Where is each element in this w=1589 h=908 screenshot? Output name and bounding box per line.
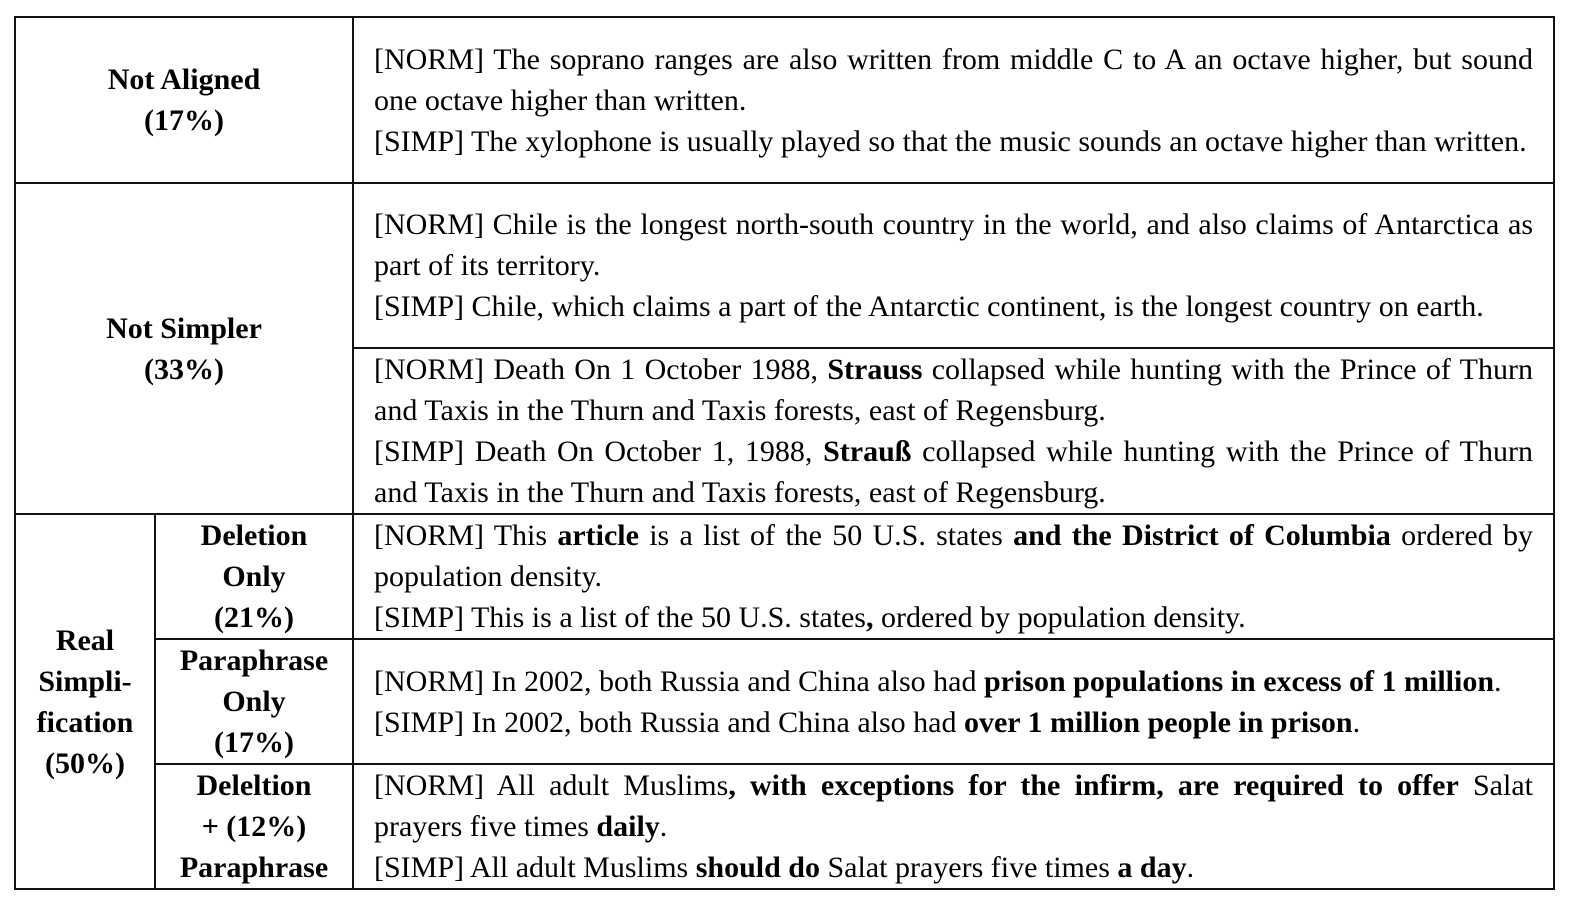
norm-sentence: [NORM] Death On 1 October 1988, Strauss collapsed while hunting with the Prince of Thurn and Taxis in the Thurn and Taxis forests, east of Regensburg. bbox=[374, 353, 1533, 427]
bold-highlight: article bbox=[557, 519, 639, 552]
bold-highlight: daily bbox=[596, 810, 660, 843]
category-percent: (50%) bbox=[45, 746, 125, 780]
simp-sentence: [SIMP] In 2002, both Russia and China also had over 1 million people in prison. bbox=[374, 705, 1361, 739]
example-cell bbox=[353, 764, 1554, 889]
subcategory-label-line: Deletion bbox=[200, 519, 308, 552]
row-paraphrase-only bbox=[15, 639, 1554, 764]
subcategory-label-line: Only bbox=[222, 560, 286, 593]
bold-highlight: Strauss bbox=[827, 353, 923, 386]
category-label-line: fication bbox=[36, 705, 134, 739]
category-label: Not Simpler bbox=[106, 311, 262, 345]
subcategory-label-line: Deleltion bbox=[196, 769, 312, 802]
subcategory-deletion-only bbox=[155, 514, 353, 639]
bold-highlight: and the District of Columbia bbox=[1013, 519, 1391, 552]
subcategory-percent: (21%) bbox=[214, 601, 294, 634]
bold-highlight: prison populations in excess of 1 million bbox=[983, 664, 1495, 698]
subcategory-label-line: Only bbox=[222, 685, 286, 718]
row-deletion-paraphrase bbox=[15, 764, 1554, 889]
norm-sentence: [NORM] Chile is the longest north-south country in the world, and also claims of Antarctica as part of its territory. bbox=[374, 208, 1533, 282]
bold-highlight: , with exceptions for the infirm, are required to offer bbox=[728, 769, 1459, 802]
subcategory-label-line: Paraphrase bbox=[179, 851, 329, 884]
category-real-simplification bbox=[15, 514, 155, 889]
simp-sentence: [SIMP] All adult Muslims should do Salat prayers five times a day. bbox=[374, 851, 1195, 884]
category-percent: (17%) bbox=[144, 104, 224, 137]
category-not-simpler bbox=[15, 183, 353, 514]
example-cell bbox=[353, 348, 1554, 514]
bold-highlight: over 1 million people in prison bbox=[963, 705, 1353, 739]
norm-sentence: [NORM] In 2002, both Russia and China also had prison populations in excess of 1 million. bbox=[374, 664, 1502, 698]
category-label-line: Real bbox=[55, 623, 115, 657]
example-cell bbox=[353, 639, 1554, 764]
subcategory-paraphrase-only bbox=[155, 639, 353, 764]
category-label: Not Aligned bbox=[107, 63, 261, 96]
subcategory-deletion-paraphrase bbox=[155, 764, 353, 889]
example-cell bbox=[353, 183, 1554, 348]
norm-sentence: [NORM] All adult Muslims, with exceptions for the infirm, are required to offer Salat prayers five times daily. bbox=[374, 769, 1533, 843]
category-not-aligned bbox=[15, 17, 353, 183]
example-cell bbox=[353, 17, 1554, 183]
norm-sentence: [NORM] This article is a list of the 50 U.S. states and the District of Columbia ordered by population density. bbox=[374, 519, 1533, 593]
bold-highlight: Strauß bbox=[823, 435, 912, 468]
norm-sentence: [NORM] The soprano ranges are also written from middle C to A an octave higher, but sound one octave higher than written. bbox=[374, 42, 1533, 117]
bold-highlight: should do bbox=[695, 851, 820, 884]
subcategory-label-line: + (12%) bbox=[201, 810, 307, 843]
row-deletion-only bbox=[15, 514, 1554, 639]
simplification-examples-table bbox=[14, 16, 1555, 890]
subcategory-label-line: Paraphrase bbox=[179, 644, 329, 677]
simp-sentence: [SIMP] This is a list of the 50 U.S. states, ordered by population density. bbox=[374, 601, 1246, 634]
simp-sentence: [SIMP] The xylophone is usually played so that the music sounds an octave higher than written. bbox=[374, 124, 1527, 158]
row-not-simpler-1 bbox=[15, 183, 1554, 348]
bold-highlight: , bbox=[865, 601, 874, 634]
category-label-line: Simpli- bbox=[38, 664, 132, 698]
simp-sentence: [SIMP] Chile, which claims a part of the Antarctic continent, is the longest country on earth. bbox=[374, 290, 1484, 323]
category-percent: (33%) bbox=[144, 352, 224, 386]
subcategory-percent: (17%) bbox=[214, 726, 294, 759]
row-not-aligned bbox=[15, 17, 1554, 183]
bold-highlight: a day bbox=[1117, 851, 1187, 884]
example-cell bbox=[353, 514, 1554, 639]
simp-sentence: [SIMP] Death On October 1, 1988, Strauß collapsed while hunting with the Prince of Thurn and Taxis in the Thurn and Taxis forests, east of Regensburg. bbox=[374, 435, 1533, 509]
